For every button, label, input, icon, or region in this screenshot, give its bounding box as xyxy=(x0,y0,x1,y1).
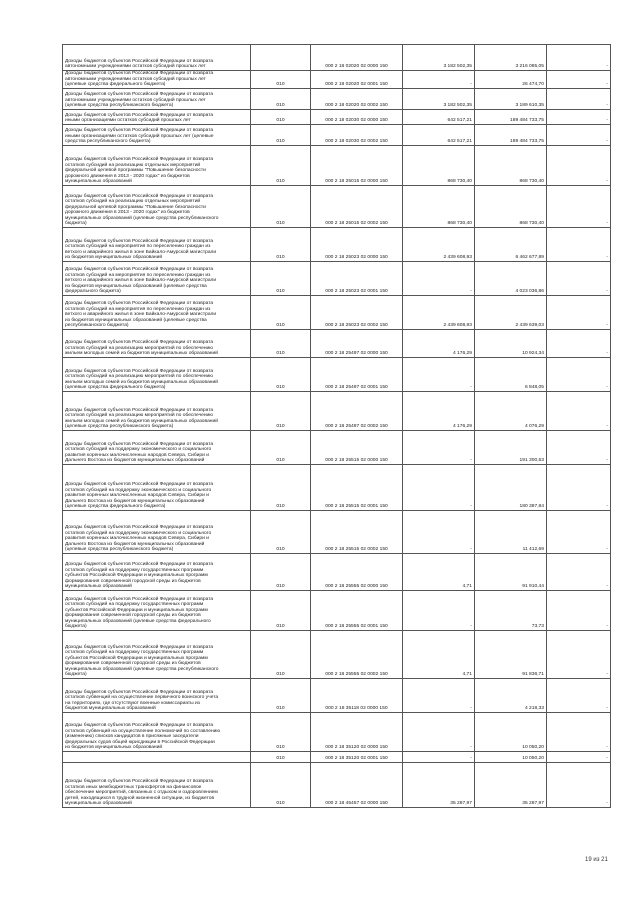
table-row xyxy=(63,465,611,511)
row-line-code-cell: 010 xyxy=(251,763,311,808)
row-name-cell: Доходы бюджетов субъектов Российской Федерации от возврата остатков субсидий на мероприятия по переселению граждан из ветхого и аварийного жилья в зоне Байкало-Амурской магистрали из бюджетов муниципальных образований (целевые средства федерального бюджета) xyxy=(63,262,251,296)
table-row xyxy=(63,679,611,713)
table-row xyxy=(63,763,611,808)
report-table-body xyxy=(63,45,611,808)
row-line-code-cell: 010 xyxy=(251,713,311,752)
row-amount-2-cell: 180 387,84 xyxy=(475,465,547,511)
row-name-cell: Доходы бюджетов субъектов Российской Федерации от возврата остатков субсидий на реализацию мероприятий по обеспечению жильем молодых семей из бюджетов муниципальных образований (целевые средства федерального бюджета) xyxy=(63,358,251,392)
row-amount-1-cell: - xyxy=(403,752,475,763)
row-amount-2-cell: 73,73 xyxy=(475,591,547,631)
row-name-cell: Доходы бюджетов субъектов Российской Федерации от возврата иными организациями остатков субсидий прошлых лет (целевые средства республиканского бюджета) xyxy=(63,125,251,146)
row-amount-3-cell: - xyxy=(547,71,611,89)
row-budget-code-cell: 000 2 18 25515 02 0000 150 xyxy=(311,431,403,465)
row-name-cell: Доходы бюджетов субъектов Российской Федерации от возврата остатков субсидий на реализацию мероприятий по обеспечению жильем молодых семей из бюджетов муниципальных образований (целевые средства республиканского бюджета) xyxy=(63,392,251,431)
table-row xyxy=(63,511,611,554)
row-budget-code-cell: 000 2 18 25555 02 0001 150 xyxy=(311,591,403,631)
row-name-cell: Доходы бюджетов субъектов Российской Федерации от возврата остатков субсидий на поддержку государственных программ субъектов Российской Федерации и муниципальных программ формирования современной городской среды из бюджетов муниципальных образований (целевые средства федерального бюджета) xyxy=(63,591,251,631)
row-amount-3-cell: - xyxy=(547,358,611,392)
row-amount-3-cell: - xyxy=(547,228,611,262)
row-budget-code-cell: 000 2 18 35120 02 0001 150 xyxy=(311,752,403,763)
row-name-cell: Доходы бюджетов субъектов Российской Федерации от возврата остатков субсидий на поддержку экономического и социального развития коренных малочисленных народов Севера, Сибири и Дальнего Востока из бюджетов муниципальных образований xyxy=(63,431,251,465)
row-name-cell: Доходы бюджетов субъектов Российской Федерации от возврата остатков субсидий на реализацию отдельных мероприятий федеральной целевой программы "Повышение безопасности дорожного движения в 2013 - 2020 годах" из бюджетов муниципальных образований xyxy=(63,146,251,186)
page-number: 19 из 21 xyxy=(585,857,608,863)
row-amount-2-cell: 10 050,20 xyxy=(475,752,547,763)
row-line-code-cell: 010 xyxy=(251,296,311,330)
row-name-cell: Доходы бюджетов субъектов Российской Федерации от возврата остатков субсидий на поддержку экономического и социального развития коренных малочисленных народов Севера, Сибири и Дальнего Востока из бюджетов муниципальных образований (целевые средства республиканского бюджета) xyxy=(63,511,251,554)
row-amount-3-cell: - xyxy=(547,392,611,431)
row-line-code-cell: 010 xyxy=(251,125,311,146)
table-row xyxy=(63,45,611,71)
row-budget-code-cell: 000 2 18 25555 02 0000 150 xyxy=(311,554,403,591)
row-amount-1-cell: 2 439 608,93 xyxy=(403,296,475,330)
row-budget-code-cell: 000 2 18 25515 02 0002 150 xyxy=(311,511,403,554)
row-budget-code-cell: 000 2 18 45457 02 0000 150 xyxy=(311,763,403,808)
row-amount-2-cell: 189 484 733,75 xyxy=(475,125,547,146)
row-amount-1-cell: 642 517,21 xyxy=(403,125,475,146)
row-amount-2-cell: 4 218,33 xyxy=(475,679,547,713)
table-row xyxy=(63,110,611,125)
row-amount-2-cell: 4 076,29 xyxy=(475,392,547,431)
row-budget-code-cell: 000 2 18 25015 02 0000 150 xyxy=(311,146,403,186)
row-amount-1-cell: 3 182 502,35 xyxy=(403,89,475,110)
row-budget-code-cell: 000 2 18 25023 02 0000 150 xyxy=(311,228,403,262)
row-amount-3-cell: - xyxy=(547,110,611,125)
row-name-cell: Доходы бюджетов субъектов Российской Федерации от возврата остатков субсидий на реализацию отдельных мероприятий федеральной целевой программы "Повышение безопасности дорожного движения в 2013 - 2020 годах" из бюджетов муниципальных образований (целевые средства республиканского бюджета) xyxy=(63,186,251,228)
row-line-code-cell: 010 xyxy=(251,110,311,125)
row-amount-3-cell: - xyxy=(547,45,611,71)
row-amount-1-cell: - xyxy=(403,591,475,631)
table-row xyxy=(63,228,611,262)
table-row xyxy=(63,631,611,679)
table-row xyxy=(63,713,611,752)
table-row xyxy=(63,296,611,330)
row-amount-2-cell: 191 300,53 xyxy=(475,431,547,465)
row-amount-2-cell: 6 848,05 xyxy=(475,358,547,392)
row-amount-1-cell: 3 182 502,35 xyxy=(403,45,475,71)
row-name-cell: Доходы бюджетов субъектов Российской Федерации от возврата остатков субсидий на поддержку экономического и социального развития коренных малочисленных народов Севера, Сибири и Дальнего Востока из бюджетов муниципальных образований (целевые средства федерального бюджета) xyxy=(63,465,251,511)
row-line-code-cell: 010 xyxy=(251,431,311,465)
row-line-code-cell: 010 xyxy=(251,228,311,262)
table-row xyxy=(63,752,611,763)
row-amount-3-cell: - xyxy=(547,465,611,511)
row-budget-code-cell: 000 2 18 02020 02 0000 150 xyxy=(311,45,403,71)
row-name-cell: Доходы бюджетов субъектов Российской Федерации от возврата остатков субсидий на мероприятия по переселению граждан из ветхого и аварийного жилья в зоне Байкало-Амурской магистрали из бюджетов муниципальных образований xyxy=(63,228,251,262)
row-amount-1-cell: 4,71 xyxy=(403,631,475,679)
row-budget-code-cell: 000 2 18 25555 02 0002 150 xyxy=(311,631,403,679)
row-name-cell: Доходы бюджетов субъектов Российской Федерации от возврата остатков иных межбюджетных трансфертов на финансовое обеспечение мероприятий, связанных с отдыхом и оздоровлением детей, находящихся в трудной жизненной ситуации, из бюджетов муниципальных образований xyxy=(63,763,251,808)
row-amount-1-cell: 868 730,40 xyxy=(403,186,475,228)
row-budget-code-cell: 000 2 18 02030 02 0000 150 xyxy=(311,110,403,125)
row-line-code-cell: 010 xyxy=(251,146,311,186)
row-budget-code-cell: 000 2 18 25497 02 0001 150 xyxy=(311,358,403,392)
row-amount-2-cell: 189 484 733,75 xyxy=(475,110,547,125)
table-row xyxy=(63,125,611,146)
row-budget-code-cell: 000 2 18 25515 02 0001 150 xyxy=(311,465,403,511)
row-amount-3-cell: - xyxy=(547,431,611,465)
row-name-cell: Доходы бюджетов субъектов Российской Федерации от возврата автономными учреждениями остатков субсидий прошлых лет (целевые средства республиканского бюджета) xyxy=(63,89,251,110)
row-amount-1-cell: - xyxy=(403,358,475,392)
row-budget-code-cell: 000 2 18 02020 02 0001 150 xyxy=(311,71,403,89)
row-amount-1-cell: - xyxy=(403,431,475,465)
row-budget-code-cell: 000 2 18 25015 02 0002 150 xyxy=(311,186,403,228)
row-amount-2-cell: 91 836,71 xyxy=(475,631,547,679)
row-budget-code-cell: 000 2 18 25497 02 0000 150 xyxy=(311,330,403,358)
table-row xyxy=(63,591,611,631)
row-budget-code-cell: 000 2 18 35118 02 0000 150 xyxy=(311,679,403,713)
row-amount-2-cell: 2 439 639,03 xyxy=(475,296,547,330)
row-line-code-cell: 010 xyxy=(251,591,311,631)
row-line-code-cell: 010 xyxy=(251,465,311,511)
row-amount-1-cell: 35 287,97 xyxy=(403,763,475,808)
row-amount-1-cell: - xyxy=(403,71,475,89)
table-row xyxy=(63,330,611,358)
row-amount-2-cell: 10 924,34 xyxy=(475,330,547,358)
row-line-code-cell: 010 xyxy=(251,330,311,358)
table-row xyxy=(63,358,611,392)
row-amount-3-cell: - xyxy=(547,89,611,110)
row-budget-code-cell: 000 2 18 02030 02 0002 150 xyxy=(311,125,403,146)
table-row xyxy=(63,262,611,296)
row-line-code-cell: 010 xyxy=(251,752,311,763)
table-row xyxy=(63,89,611,110)
row-budget-code-cell: 000 2 18 25023 02 0001 150 xyxy=(311,262,403,296)
row-amount-3-cell: - xyxy=(547,554,611,591)
row-amount-2-cell: 11 412,69 xyxy=(475,511,547,554)
table-row xyxy=(63,431,611,465)
row-budget-code-cell: 000 2 18 35120 02 0000 150 xyxy=(311,713,403,752)
row-line-code-cell: 010 xyxy=(251,392,311,431)
row-amount-2-cell: 4 023 036,86 xyxy=(475,262,547,296)
row-amount-1-cell: 2 439 608,93 xyxy=(403,228,475,262)
row-line-code-cell: 010 xyxy=(251,89,311,110)
row-line-code-cell: 010 xyxy=(251,186,311,228)
row-name-cell: Доходы бюджетов субъектов Российской Федерации от возврата остатков субсидий на поддержку государственных программ субъектов Российской Федерации и муниципальных программ формирования современной городской среды из бюджетов муниципальных образований (целевые средства республиканского бюджета) xyxy=(63,631,251,679)
row-amount-2-cell: 868 730,40 xyxy=(475,146,547,186)
row-line-code-cell xyxy=(251,45,311,71)
row-line-code-cell: 010 xyxy=(251,511,311,554)
row-budget-code-cell: 000 2 18 25023 02 0002 150 xyxy=(311,296,403,330)
row-line-code-cell: 010 xyxy=(251,554,311,591)
table-row xyxy=(63,554,611,591)
row-line-code-cell: 010 xyxy=(251,631,311,679)
row-amount-2-cell: 3 189 610,35 xyxy=(475,89,547,110)
row-amount-2-cell: 6 462 677,89 xyxy=(475,228,547,262)
row-line-code-cell: 010 xyxy=(251,679,311,713)
row-line-code-cell: 010 xyxy=(251,358,311,392)
row-name-cell: Доходы бюджетов субъектов Российской Федерации от возврата остатков субсидий на реализацию мероприятий по обеспечению жильем молодых семей из бюджетов муниципальных образований xyxy=(63,330,251,358)
row-line-code-cell: 010 xyxy=(251,71,311,89)
row-line-code-cell: 010 xyxy=(251,262,311,296)
row-amount-3-cell: - xyxy=(547,752,611,763)
row-amount-1-cell: - xyxy=(403,465,475,511)
row-amount-3-cell: - xyxy=(547,262,611,296)
row-amount-3-cell: - xyxy=(547,591,611,631)
row-amount-3-cell: - xyxy=(547,713,611,752)
row-amount-3-cell: - xyxy=(547,125,611,146)
row-amount-3-cell: - xyxy=(547,146,611,186)
row-budget-code-cell: 000 2 18 25497 02 0002 150 xyxy=(311,392,403,431)
table-row xyxy=(63,392,611,431)
row-amount-2-cell: 3 216 085,05 xyxy=(475,45,547,71)
row-name-cell: Доходы бюджетов субъектов Российской Федерации от возврата остатков субвенций на осуществление полномочий по составлению (изменению) списков кандидатов в присяжные заседатели федеральных судов общей юрисдикции в Российской Федерации из бюджетов муниципальных образований xyxy=(63,713,251,752)
row-amount-1-cell: 868 730,40 xyxy=(403,146,475,186)
row-amount-2-cell: 91 910,44 xyxy=(475,554,547,591)
row-name-cell: Доходы бюджетов субъектов Российской Федерации от возврата автономными учреждениями остатков субсидий прошлых лет xyxy=(63,45,251,71)
row-amount-3-cell: - xyxy=(547,511,611,554)
row-name-cell: Доходы бюджетов субъектов Российской Федерации от возврата остатков субсидий на мероприятия по переселению граждан из ветхого и аварийного жилья в зоне Байкало-Амурской магистрали из бюджетов муниципальных образований (целевые средства республиканского бюджета) xyxy=(63,296,251,330)
row-amount-3-cell: - xyxy=(547,763,611,808)
report-table xyxy=(62,44,611,808)
table-row xyxy=(63,146,611,186)
row-amount-1-cell: - xyxy=(403,262,475,296)
row-name-cell: Доходы бюджетов субъектов Российской Федерации от возврата остатков субсидий на поддержку государственных программ субъектов Российской Федерации и муниципальных программ формирования современной городской среды из бюджетов муниципальных образований xyxy=(63,554,251,591)
row-amount-2-cell: 26 474,70 xyxy=(475,71,547,89)
row-name-cell: Доходы бюджетов субъектов Российской Федерации от возврата остатков субвенций на осуществление первичного воинского учета на территориях, где отсутствуют военные комиссариаты из бюджетов муниципальных образований xyxy=(63,679,251,713)
row-amount-3-cell: - xyxy=(547,330,611,358)
row-amount-1-cell: 4 176,29 xyxy=(403,392,475,431)
table-row xyxy=(63,186,611,228)
row-amount-1-cell: - xyxy=(403,713,475,752)
row-amount-1-cell: 4 176,29 xyxy=(403,330,475,358)
row-name-cell: Доходы бюджетов субъектов Российской Федерации от возврата иными организациями остатков субсидий прошлых лет xyxy=(63,110,251,125)
row-amount-2-cell: 35 287,97 xyxy=(475,763,547,808)
row-amount-1-cell: - xyxy=(403,511,475,554)
row-amount-3-cell: - xyxy=(547,186,611,228)
row-amount-3-cell: - xyxy=(547,631,611,679)
row-amount-1-cell: 642 517,21 xyxy=(403,110,475,125)
row-name-cell xyxy=(63,752,251,763)
row-budget-code-cell: 000 2 18 02020 02 0002 150 xyxy=(311,89,403,110)
row-amount-1-cell: 4,71 xyxy=(403,554,475,591)
row-amount-2-cell: 868 730,40 xyxy=(475,186,547,228)
row-amount-2-cell: 10 050,20 xyxy=(475,713,547,752)
row-amount-3-cell: - xyxy=(547,679,611,713)
row-amount-3-cell: - xyxy=(547,296,611,330)
row-name-cell: Доходы бюджетов субъектов Российской Федерации от возврата автономными учреждениями остатков субсидий прошлых лет (целевые средства федерального бюджета) xyxy=(63,71,251,89)
row-amount-1-cell: - xyxy=(403,679,475,713)
table-row xyxy=(63,71,611,89)
